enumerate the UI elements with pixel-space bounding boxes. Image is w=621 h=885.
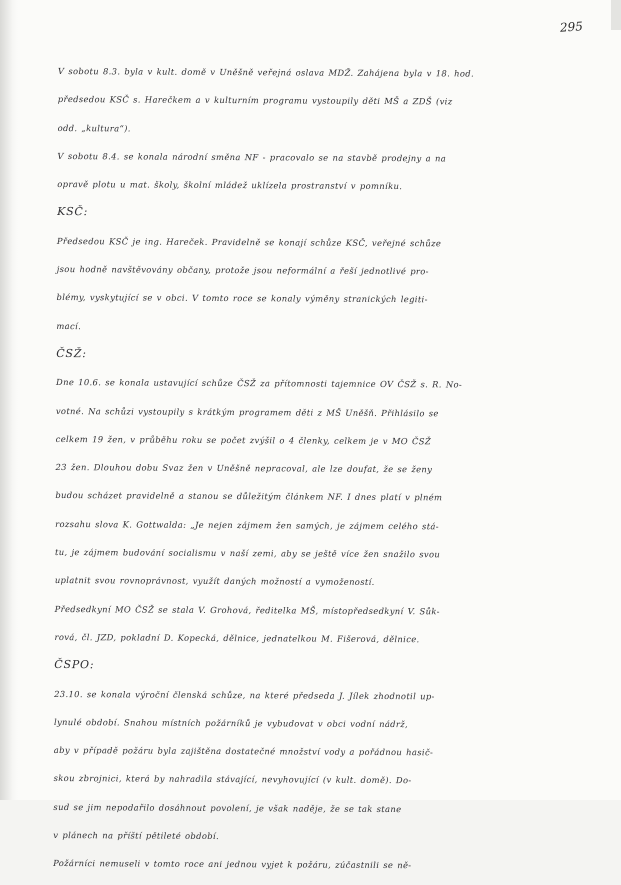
text-line: 23.10. se konala výroční členská schůze, na které předseda J. Jílek zhodnotil up- xyxy=(54,688,435,701)
text-line: jsou hodně navštěvovány občany, protože jsou neformální a řeší jednotlivé pro- xyxy=(56,264,429,277)
text-line: V sobotu 8.3. byla v kult. domě v Uněšně veřejná oslava MDŽ. Zahájena byla v 18. hod. xyxy=(57,65,475,79)
text-line: celkem 19 žen, v průběhu roku se počet zvýšil o 4 členky, celkem je v MO ČSŽ xyxy=(55,433,432,447)
section-heading: ČSŽ: xyxy=(56,346,87,361)
text-line: rová, čl. JZD, pokladní D. Kopecká, dělnice, jednatelkou M. Fišerová, dělnice. xyxy=(54,631,420,645)
text-line: Dne 10.6. se konala ustavující schůze ČSŽ za přítomnosti tajemnice OV ČSŽ s. R. No- xyxy=(56,377,463,390)
text-line: lynulé období. Snahou místních požárníků je vybudovat v obci vodní nádrž, xyxy=(53,716,409,729)
page-number: 295 xyxy=(559,19,584,35)
text-line: sud se jim nepodařilo dosáhnout povolení, je však naděje, že se tak stane xyxy=(53,801,402,814)
text-line: blémy, vyskytující se v obci. V tomto roce se konaly výměny stranických legiti- xyxy=(56,292,428,305)
text-line: tu, je zájmem budování socialismu v naší zemi, aby se ještě více žen snažilo svou xyxy=(54,547,441,560)
text-line: předsedou KSČ s. Harečkem a v kulturním programu vystoupily děti MŠ a ZDŠ (viz xyxy=(57,94,453,107)
text-line: v plánech na příští pětileté období. xyxy=(53,830,220,842)
text-line: opravě plotu u mat. školy, školní mládež uklízela prostranství v pomníku. xyxy=(57,179,403,192)
text-line: budou scházet pravidelně a stanou se důležitým článkem NF. I dnes platí v plném xyxy=(55,490,443,503)
scan-edge-shadow xyxy=(0,0,18,800)
text-line: uplatnit svou rovnoprávnost, využít daných možností a vymožeností. xyxy=(54,575,375,588)
section-heading: KSČ: xyxy=(57,205,89,219)
scan-corner-shadow xyxy=(611,0,621,30)
text-line: votné. Na schůzi vystoupily s krátkým programem děti z MŠ Uněšň. Přihlásilo se xyxy=(55,405,439,418)
text-line: Předsedkyní MO ČSŽ se stala V. Grohová, ředitelka MŠ, místopředsedkyní V. Sůk- xyxy=(54,603,440,616)
text-line: mací. xyxy=(56,320,82,331)
text-line: rozsahu slova K. Gottwalda: „Je nejen zájmem žen samých, je zájmem celého stá- xyxy=(55,518,439,532)
text-line: skou zbrojnici, která by nahradila stávající, nevyhovující (v kult. domě). Do- xyxy=(53,773,412,786)
text-line: 23 žen. Dlouhou dobu Svaz žen v Uněšně nepracoval, ale lze doufat, že se ženy xyxy=(55,462,433,475)
text-line: aby v případě požáru byla zajištěna dostatečné množství vody a pořádnou hasič- xyxy=(53,745,434,758)
handwritten-text-block xyxy=(53,62,516,885)
text-line: V sobotu 8.4. se konala národní směna NF - pracovalo se na stavbě prodejny a na xyxy=(57,150,447,164)
section-heading: ČSPO: xyxy=(54,658,95,672)
text-line: Předsedou KSČ je ing. Hareček. Pravidelně se konají schůze KSČ, veřejné schůze xyxy=(56,235,442,249)
text-line: odd. „kultura“). xyxy=(57,122,131,134)
text-line: Požárníci nemuseli v tomto roce ani jednou vyjet k požáru, zúčastnili se ně- xyxy=(53,858,412,871)
